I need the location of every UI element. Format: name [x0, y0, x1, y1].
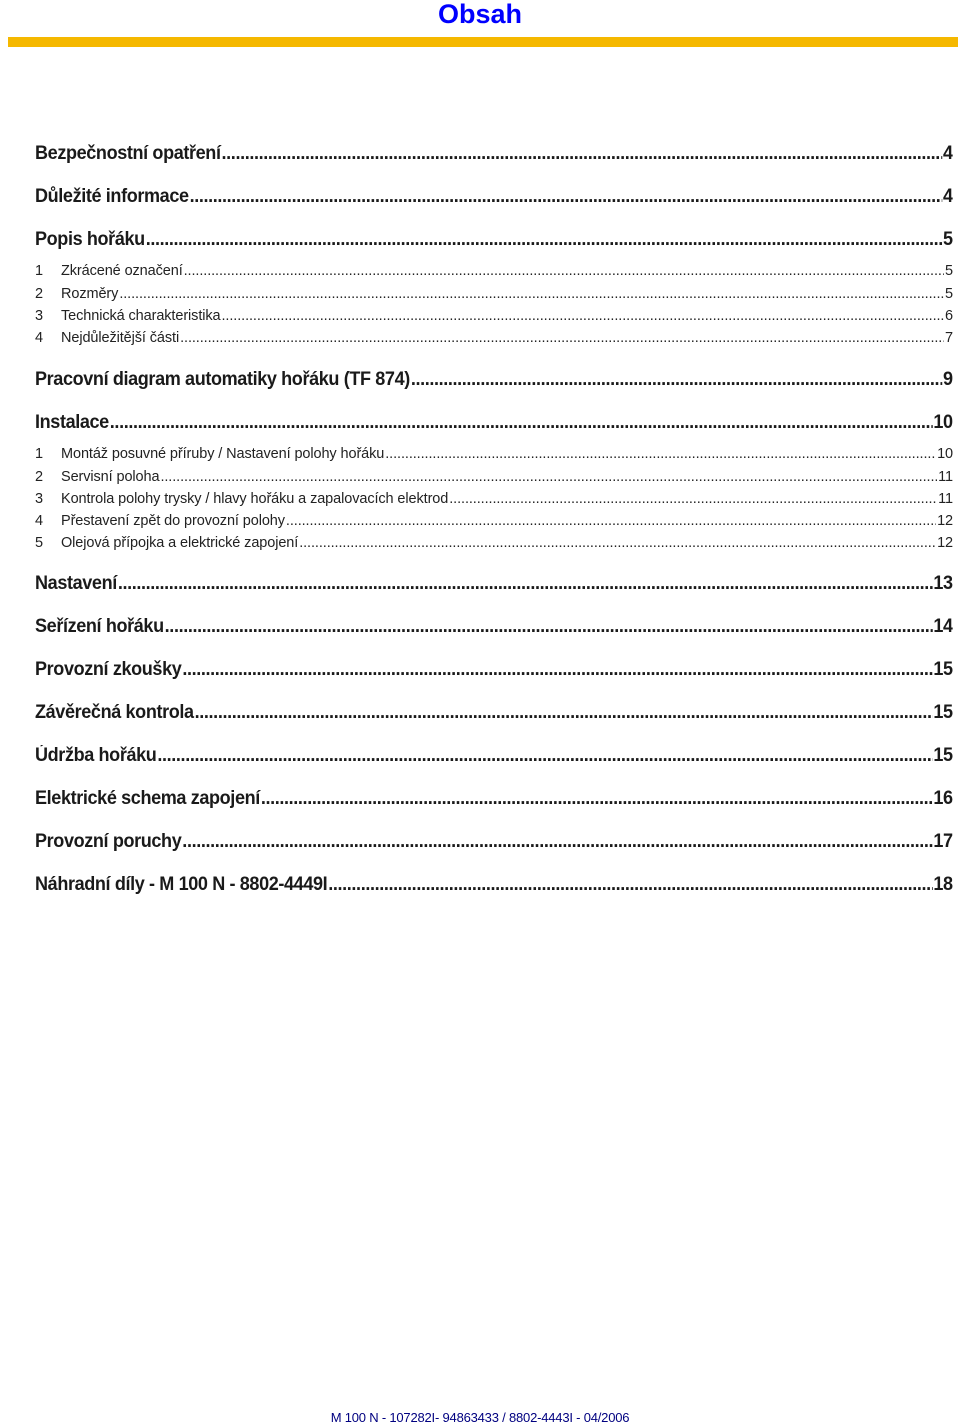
toc-entry-page: 15 [933, 745, 953, 766]
toc-entry-label: Nastavení [35, 573, 117, 594]
toc-leader-dots [146, 229, 942, 251]
toc-entry-page: 15 [933, 659, 953, 680]
toc-entry-label: Elektrické schema zapojení [35, 788, 260, 809]
toc-entry-page: 16 [933, 788, 953, 809]
toc-entry-label: Popis hořáku [35, 229, 145, 250]
toc-entry-label: Olejová přípojka a elektrické zapojení [61, 535, 299, 551]
toc-entry-label: Náhradní díly - M 100 N - 8802-4449I [35, 874, 328, 895]
toc-subentry[interactable] [35, 263, 953, 279]
toc-entry[interactable] [35, 186, 953, 208]
toc-entry[interactable] [35, 702, 953, 724]
toc-entry-label: Závěrečná kontrola [35, 702, 194, 723]
toc-leader-dots [261, 788, 933, 810]
page-title: Obsah [437, 0, 523, 29]
document-footer: M 100 N - 107282I- 94863433 / 8802-4443I - 04/2006 [330, 1410, 630, 1425]
toc-entry[interactable] [35, 745, 953, 767]
toc-entry-page: 4 [943, 186, 953, 207]
toc-entry-page: 5 [943, 229, 953, 250]
toc-leader-dots [165, 616, 933, 638]
toc-subentry[interactable] [35, 513, 953, 529]
toc-entry-page: 5 [945, 286, 953, 302]
toc-subentry-number: 2 [35, 286, 43, 302]
toc-entry[interactable] [35, 369, 953, 391]
toc-subentry-number: 3 [35, 491, 43, 507]
toc-leader-dots [449, 491, 937, 507]
toc-leader-dots [385, 446, 936, 462]
title-underline-bar [8, 37, 958, 47]
toc-subentry[interactable] [35, 491, 953, 507]
toc-leader-dots [411, 369, 942, 391]
toc-subentry-number: 1 [35, 263, 43, 279]
toc-entry-page: 12 [937, 535, 953, 551]
toc-leader-dots [190, 186, 942, 208]
toc-subentry-number: 2 [35, 469, 43, 485]
toc-entry-page: 14 [933, 616, 953, 637]
toc-leader-dots [180, 330, 944, 346]
toc-entry-label: Důležité informace [35, 186, 189, 207]
toc-entry-label: Rozměry [61, 286, 119, 302]
toc-entry-label: Nejdůležitější části [61, 330, 180, 346]
toc-leader-dots [182, 659, 932, 681]
toc-entry-label: Provozní poruchy [35, 831, 182, 852]
toc-leader-dots [328, 874, 932, 896]
toc-entry-page: 9 [943, 369, 953, 390]
toc-entry-page: 7 [945, 330, 953, 346]
toc-entry-label: Údržba hořáku [35, 745, 157, 766]
toc-subentry[interactable] [35, 469, 953, 485]
toc-subentry[interactable] [35, 286, 953, 302]
toc-entry-label: Instalace [35, 412, 109, 433]
toc-entry[interactable] [35, 412, 953, 434]
toc-entry[interactable] [35, 573, 953, 595]
toc-entry-page: 10 [937, 446, 953, 462]
toc-entry-label: Zkrácené označení [61, 263, 183, 279]
toc-entry[interactable] [35, 143, 953, 165]
toc-leader-dots [157, 745, 932, 767]
toc-entry-label: Servisní poloha [61, 469, 160, 485]
toc-leader-dots [110, 412, 933, 434]
toc-leader-dots [119, 286, 944, 302]
toc-leader-dots [195, 702, 933, 724]
toc-entry[interactable] [35, 874, 953, 896]
toc-entry-page: 10 [933, 412, 953, 433]
toc-subentry[interactable] [35, 330, 953, 346]
toc-entry-label: Technická charakteristika [61, 308, 221, 324]
toc-entry[interactable] [35, 788, 953, 810]
toc-leader-dots [118, 573, 933, 595]
toc-leader-dots [184, 263, 944, 279]
toc-entry-label: Montáž posuvné příruby / Nastavení polohy hořáku [61, 446, 385, 462]
toc-subentry[interactable] [35, 446, 953, 462]
toc-subentry-number: 5 [35, 535, 43, 551]
toc-entry-label: Seřízení hořáku [35, 616, 164, 637]
toc-entry-page: 4 [943, 143, 953, 164]
toc-entry[interactable] [35, 229, 953, 251]
toc-entry-label: Provozní zkoušky [35, 659, 182, 680]
toc-entry-page: 13 [933, 573, 953, 594]
toc-entry-label: Pracovní diagram automatiky hořáku (TF 874) [35, 369, 410, 390]
toc-leader-dots [160, 469, 937, 485]
toc-entry-label: Přestavení zpět do provozní polohy [61, 513, 285, 529]
toc-subentry-number: 4 [35, 513, 43, 529]
toc-entry-page: 11 [938, 469, 953, 485]
toc-leader-dots [182, 831, 932, 853]
toc-entry[interactable] [35, 831, 953, 853]
toc-leader-dots [286, 513, 936, 529]
toc-leader-dots [222, 308, 945, 324]
toc-entry-label: Kontrola polohy trysky / hlavy hořáku a zapalovacích elektrod [61, 491, 449, 507]
toc-entry[interactable] [35, 616, 953, 638]
toc-subentry-number: 4 [35, 330, 43, 346]
toc-entry-page: 6 [945, 308, 953, 324]
toc-subentry-number: 1 [35, 446, 43, 462]
toc-entry-label: Bezpečnostní opatření [35, 143, 221, 164]
toc-entry-page: 12 [937, 513, 953, 529]
toc-entry-page: 15 [933, 702, 953, 723]
toc-subentry[interactable] [35, 308, 953, 324]
toc-entry[interactable] [35, 659, 953, 681]
toc-entry-page: 5 [945, 263, 953, 279]
toc-subentry-number: 3 [35, 308, 43, 324]
toc-subentry[interactable] [35, 535, 953, 551]
toc-entry-page: 11 [938, 491, 953, 507]
toc-leader-dots [222, 143, 943, 165]
toc-leader-dots [299, 535, 936, 551]
toc-entry-page: 17 [933, 831, 953, 852]
toc-entry-page: 18 [933, 874, 953, 895]
